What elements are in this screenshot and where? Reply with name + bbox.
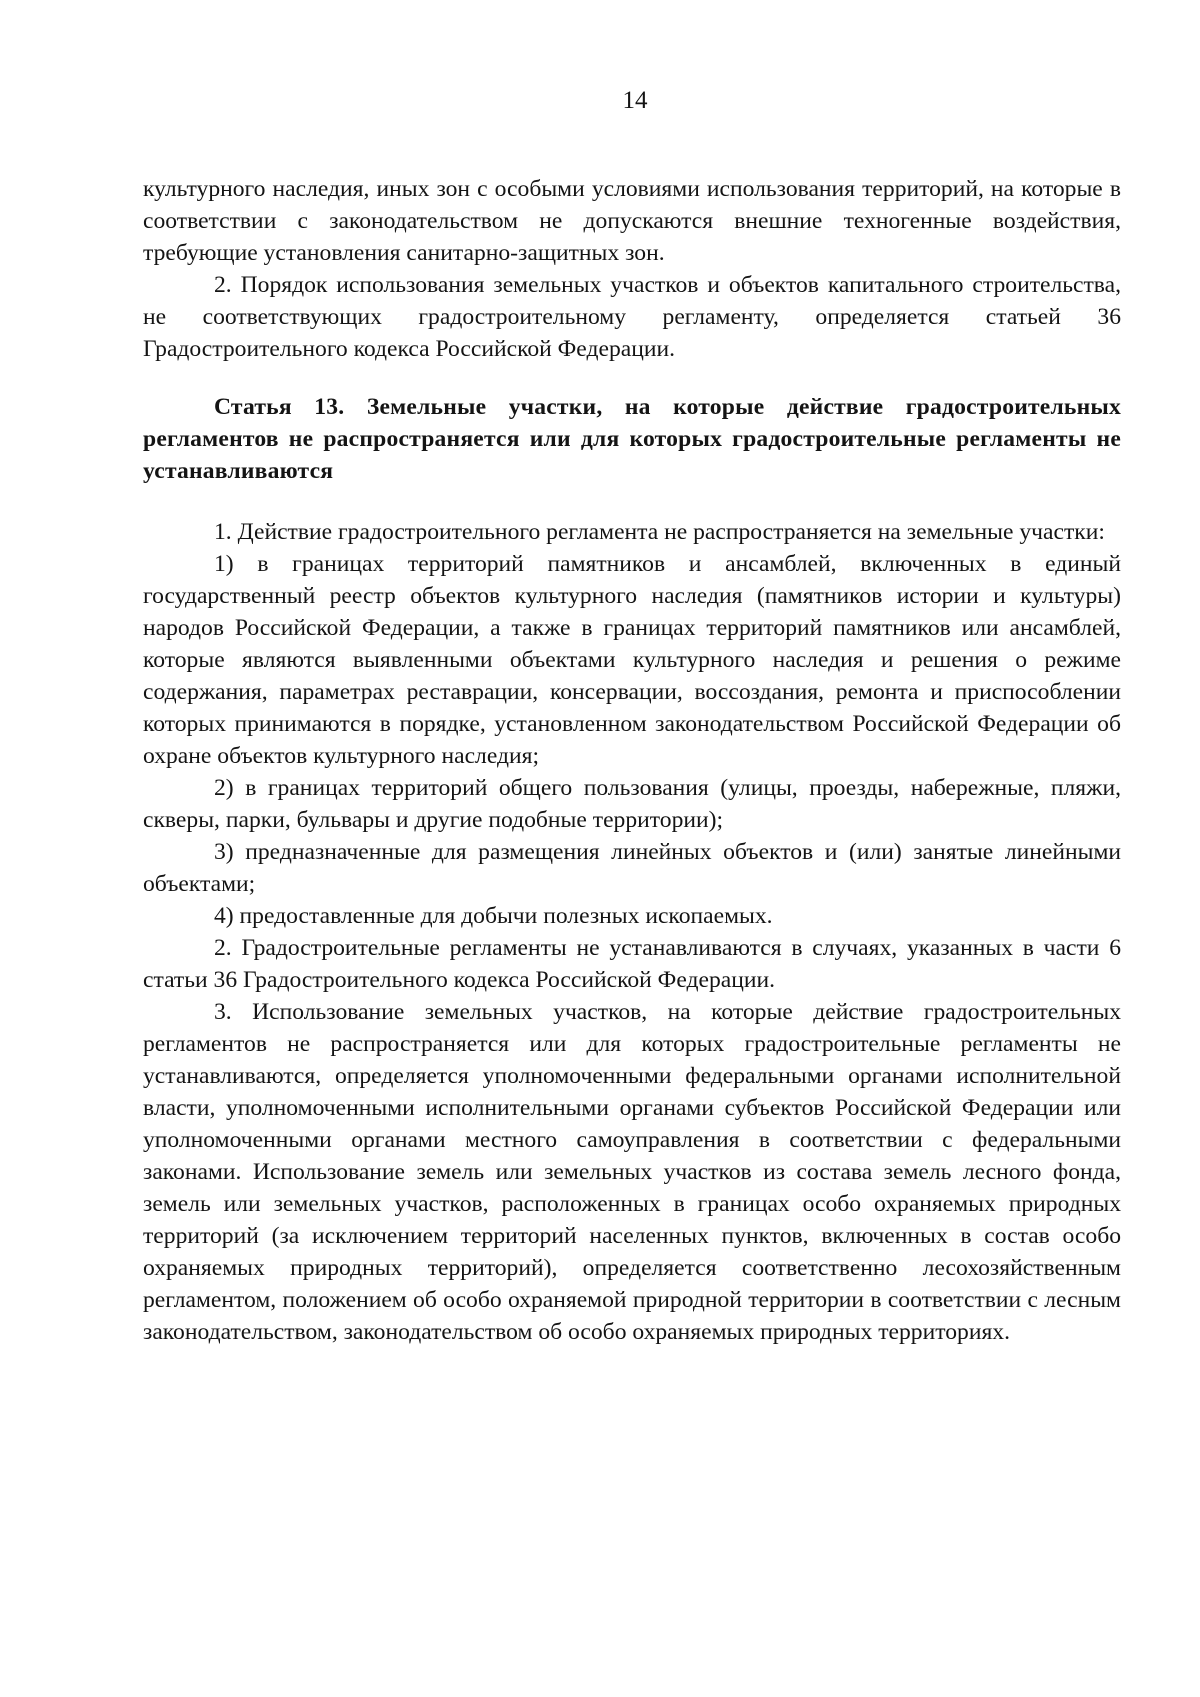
paragraph-subitem-2: 2) в границах территорий общего пользования (улицы, проезды, набережные, пляжи, скверы, парки, бульвары и другие подобные территории); [143, 775, 1121, 833]
page-number: 14 [622, 87, 648, 114]
article-heading: Статья 13. Земельные участки, на которые действие градостроительных регламентов не распространяется или для которых градостроительные регламенты не устанавливаются [143, 394, 1121, 484]
paragraph-item-2: 2. Порядок использования земельных участков и объектов капитального строительства, не соответствующих градостроительному регламенту, определяется статьей 36 Градостроительного кодекса Российской Федерации. [143, 272, 1121, 362]
paragraph-subitem-3: 3) предназначенные для размещения линейных объектов и (или) занятые линейными объектами; [143, 839, 1121, 897]
paragraph-part-1: 1. Действие градостроительного регламента не распространяется на земельные участки: [214, 519, 1105, 545]
document-body [143, 173, 1121, 1348]
paragraph-subitem-1: 1) в границах территорий памятников и ансамблей, включенных в единый государственный реестр объектов культурного наследия (памятников истории и культуры) народов Российской Федерации, а также в границах территорий памятников или ансамблей, которые являются выявленными объектами культурного наследия и решения о режиме содержания, параметрах реставрации, консервации, воссоздания, ремонта и приспособлении которых принимаются в порядке, установленном законодательством Российской Федерации об охране объектов культурного наследия; [143, 551, 1121, 769]
paragraph-part-3: 3. Использование земельных участков, на которые действие градостроительных регламентов не распространяется или для которых градостроительные регламенты не устанавливаются, определяется уполномоченными федеральными органами исполнительной власти, уполномоченными исполнительными органами субъектов Российской Федерации или уполномоченными органами местного самоуправления в соответствии с федеральными законами. Использование земель или земельных участков из состава земель лесного фонда, земель или земельных участков, расположенных в границах особо охраняемых природных территорий (за исключением территорий населенных пунктов, включенных в состав особо охраняемых природных территорий), определяется соответственно лесохозяйственным регламентом, положением об особо охраняемой природной территории в соответствии с лесным законодательством, законодательством об особо охраняемых природных территориях. [143, 999, 1121, 1345]
paragraph-part-2: 2. Градостроительные регламенты не устанавливаются в случаях, указанных в части 6 статьи 36 Градостроительного кодекса Российской Федерации. [143, 935, 1121, 993]
paragraph-subitem-4: 4) предоставленные для добычи полезных ископаемых. [214, 903, 773, 929]
paragraph-continuation: культурного наследия, иных зон с особыми условиями использования территорий, на которые в соответствии с законодательством не допускаются внешние техногенные воздействия, требующие установления санитарно-защитных зон. [143, 176, 1121, 266]
